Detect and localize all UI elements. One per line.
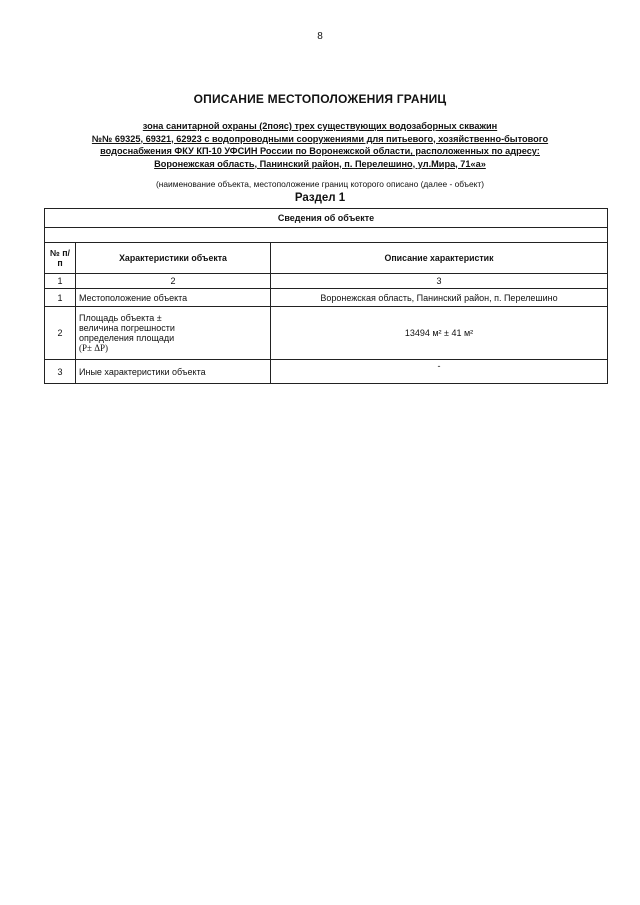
object-description-line: зона санитарной охраны (2пояс) трех существующих водозаборных скважин xyxy=(142,121,498,131)
object-description-line: водоснабжения ФКУ КП-10 УФСИН России по Воронежской области, расположенных по адресу: xyxy=(100,146,540,156)
characteristic-formula: (Р± ΔР) xyxy=(79,343,108,353)
row-value-dash: - xyxy=(437,360,441,371)
table-heading: Сведения об объекте xyxy=(45,209,608,228)
characteristic-line: Иные характеристики объекта xyxy=(79,366,206,377)
row-value: Воронежская область, Панинский район, п. Перелешино xyxy=(271,289,608,307)
column-header-characteristic: Характеристики объекта xyxy=(76,243,271,274)
row-value xyxy=(271,360,608,384)
row-number: 3 xyxy=(45,360,76,384)
section-title: Раздел 1 xyxy=(294,192,346,204)
object-description xyxy=(40,120,600,170)
table-row xyxy=(45,289,608,307)
row-number: 2 xyxy=(45,307,76,360)
characteristic-line: определения площади xyxy=(79,333,175,343)
column-number: 1 xyxy=(45,274,76,289)
object-info-table xyxy=(44,208,608,384)
column-header-number: № п/п xyxy=(45,243,76,274)
row-characteristic xyxy=(76,289,271,307)
column-number: 3 xyxy=(271,274,608,289)
row-characteristic xyxy=(76,360,271,384)
column-header-description: Описание характеристик xyxy=(271,243,608,274)
characteristic-line: величина погрешности xyxy=(79,323,175,333)
column-number: 2 xyxy=(76,274,271,289)
table-header-row xyxy=(45,243,608,274)
row-characteristic xyxy=(76,307,271,360)
object-description-line: №№ 69325, 69321, 62923 с водопроводными сооружениями для питьевого, хозяйственно-бытового xyxy=(91,133,549,144)
object-caption: (наименование объекта, местоположение границ которого описано (далее - объект) xyxy=(155,179,485,189)
document-title: ОПИСАНИЕ МЕСТОПОЛОЖЕНИЯ ГРАНИЦ xyxy=(193,92,447,106)
table-spacer-row xyxy=(45,228,608,243)
object-description-line: Воронежская область, Панинский район, п. Перелешино, ул.Мира, 71«а» xyxy=(154,158,486,169)
table-row xyxy=(45,307,608,360)
characteristic-line: Площадь объекта ± xyxy=(79,313,162,323)
row-value: 13494 м² ± 41 м² xyxy=(271,307,608,360)
table-row xyxy=(45,360,608,384)
column-numbers-row xyxy=(45,274,608,289)
page-number: 8 xyxy=(317,31,323,42)
characteristic-line: Местоположение объекта xyxy=(79,292,188,303)
row-number: 1 xyxy=(45,289,76,307)
